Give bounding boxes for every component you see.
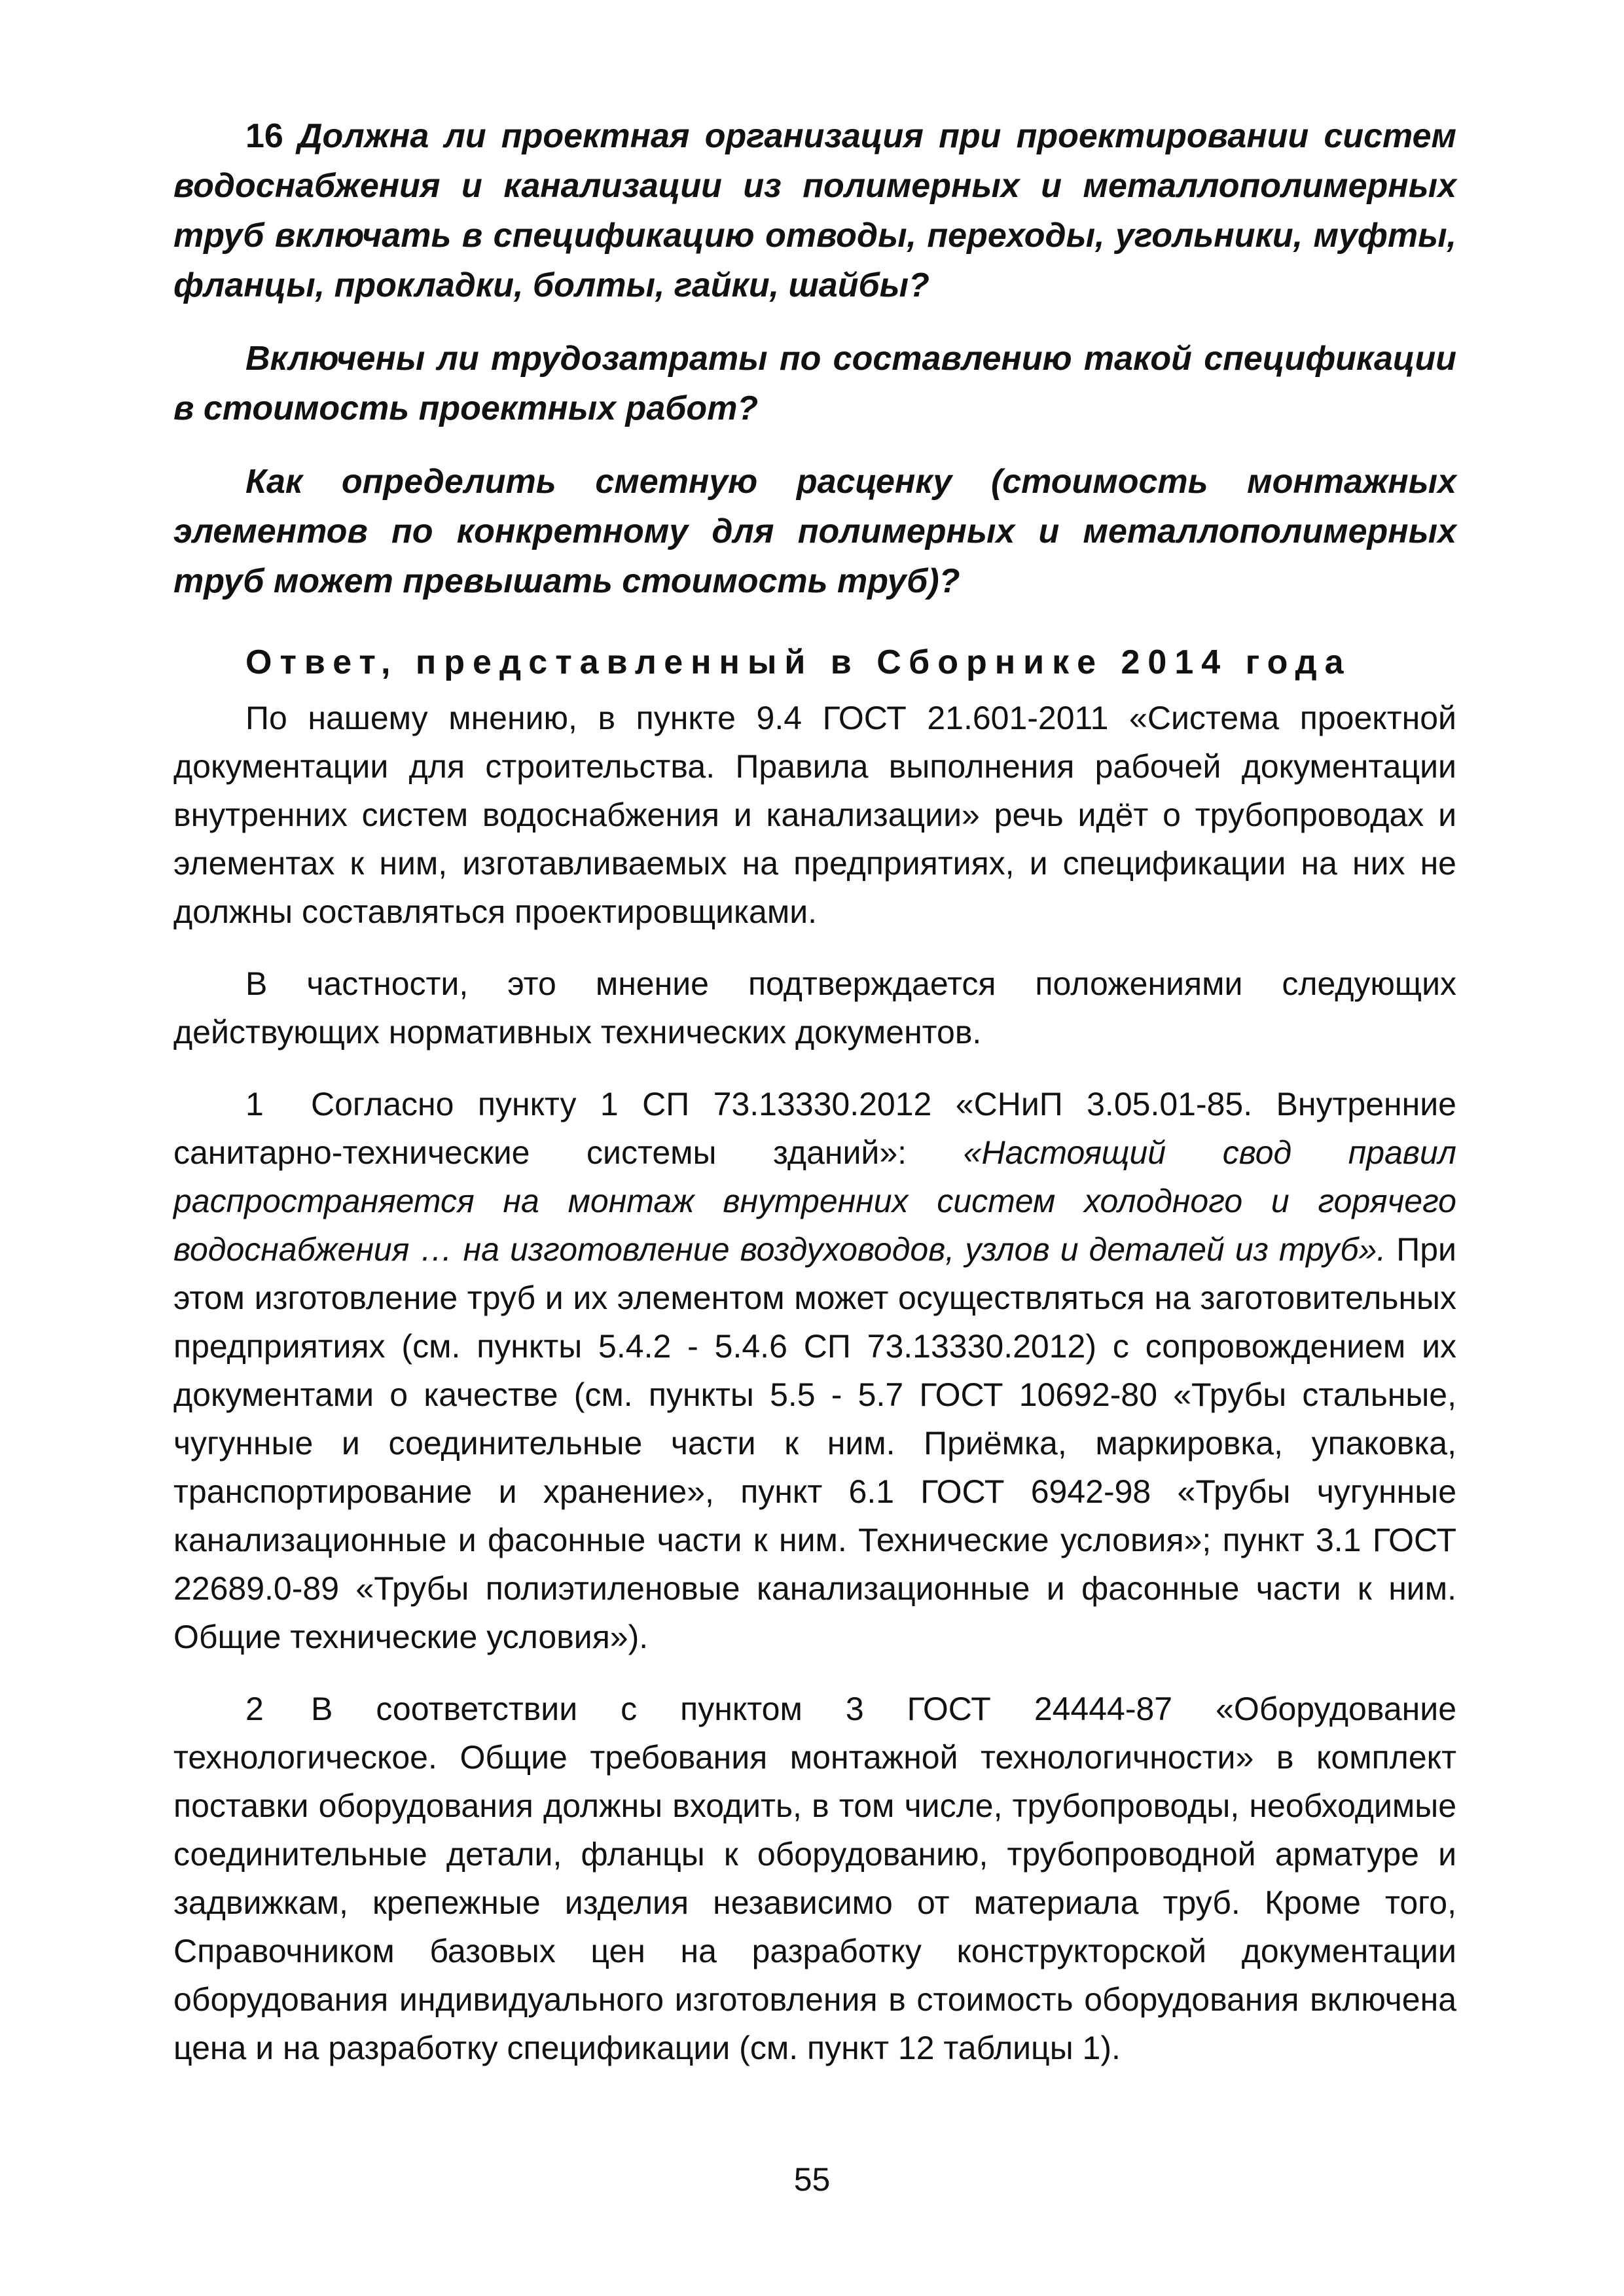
item-1-text-a: Согласно пункту 1 СП 73.13330.2012 «СНиП 3.05.01-85. Внутренние санитарно-технические системы зданий»: [173,1086,1456,1171]
answer-item-2 [173,1685,1456,2072]
item-1-number: 1 [245,1086,264,1122]
page-number: 55 [793,2161,831,2198]
question-paragraph-1 [173,111,1456,310]
document-page [173,111,1456,2096]
answer-paragraph-1: По нашему мнению, в пункте 9.4 ГОСТ 21.601-2011 «Система проектной документации для строительства. Правила выполнения рабочей документации внутренних систем водоснабжения и канализации» речь идёт о трубопроводах и элементах к ним, изготавливаемых на предприятиях, и спецификации на них не должны составляться проектировщиками. [173,700,1456,930]
question-paragraph-2: Включены ли трудозатраты по составлению такой спецификации в стоимость проектных работ? [173,340,1456,427]
question-text-1: Должна ли проектная организация при проектировании систем водоснабжения и канализации из полимерных и металлополимерных труб включать в спецификацию отводы, переходы, угольники, муфты, фланцы, прокладки, болты, гайки, шайбы? [173,117,1456,304]
item-2-number: 2 [245,1691,264,1727]
question-number: 16 [245,117,283,155]
item-2-text: В соответствии с пунктом 3 ГОСТ 24444-87 «Оборудование технологическое. Общие требования монтажной технологичности» в комплект поставки оборудования должны входить, в том числе, трубопроводы, необходимые соединительные детали, фланцы к оборудованию, трубопроводной арматуре и задвижкам, крепежные изделия независимо от материала труб. Кроме того, Справочником базовых цен на разработку конструкторской документации оборудования индивидуального изготовления в стоимость оборудования включена цена и на разработку спецификации (см. пункт 12 таблицы 1). [173,1691,1456,2066]
answer-paragraph-2: В частности, это мнение подтверждается положениями следующих действующих нормативных технических документов. [173,965,1456,1050]
answer-item-1 [173,1080,1456,1661]
item-1-text-b: При этом изготовление труб и их элементом может осуществляться на заготовительных предприятиях (см. пункты 5.4.2 - 5.4.6 СП 73.13330.2012) с сопровождением их документами о качестве (см. пункты 5.5 - 5.7 ГОСТ 10692-80 «Трубы стальные, чугунные и соединительные части к ним. Приёмка, маркировка, упаковка, транспортирование и хранение», пункт 6.1 ГОСТ 6942-98 «Трубы чугунные канализационные и фасонные части к ним. Технические условия»; пункт 3.1 ГОСТ 22689.0-89 «Трубы полиэтиленовые канализационные и фасонные части к ним. Общие технические условия»). [173,1231,1456,1655]
question-paragraph-3: Как определить сметную расценку (стоимость монтажных элементов по конкретному для полимерных и металлополимерных труб может превышать стоимость труб)? [173,463,1456,600]
item-1-quote: «Настоящий свод правил распространяется на монтаж внутренних систем холодного и горячего водоснабжения … на изготовление воздуховодов, узлов и деталей из труб». [173,1134,1456,1268]
answer-heading: Ответ, представленный в Сборнике 2014 года [245,643,1352,681]
